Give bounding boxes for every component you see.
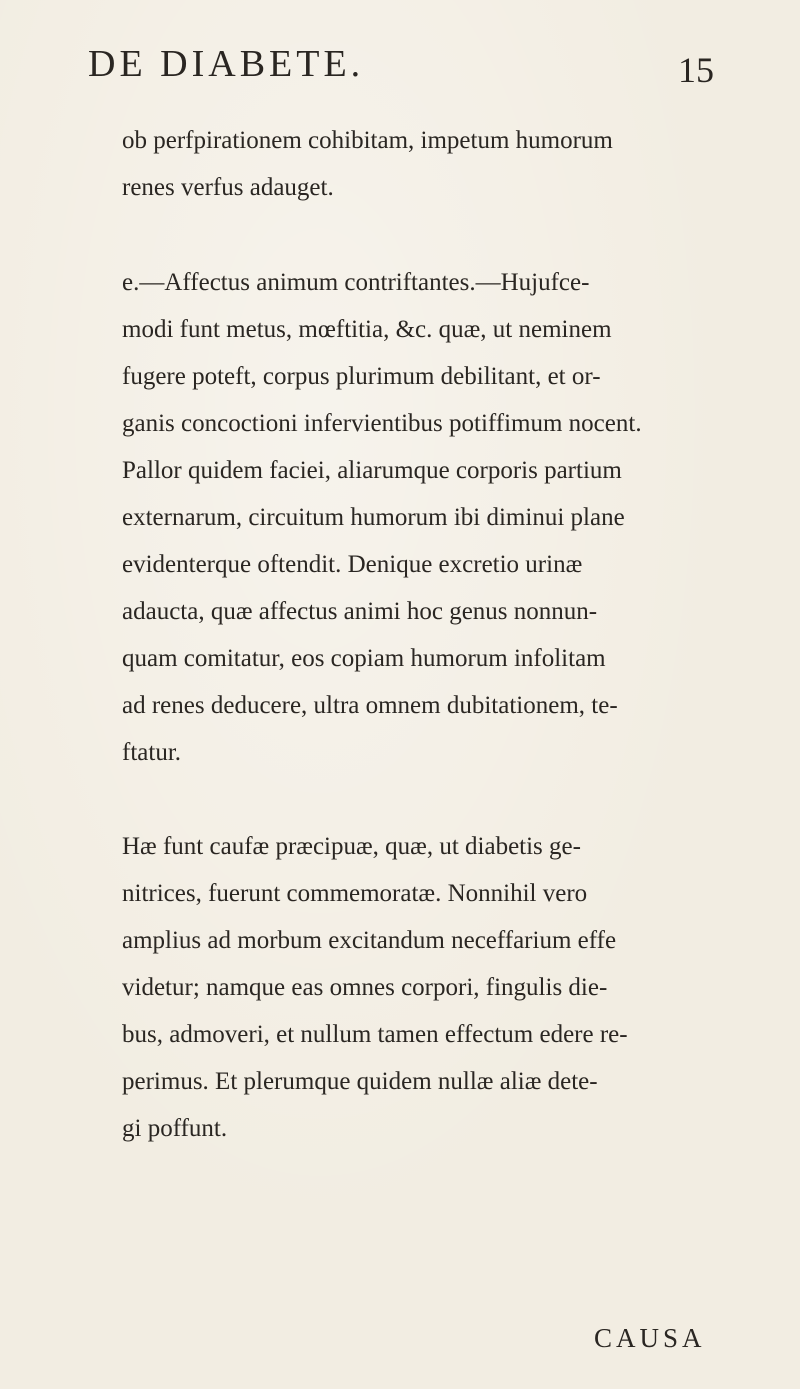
running-head <box>0 38 800 88</box>
text-line: adaucta, quæ affectus animi hoc genus nonnun- <box>122 598 598 625</box>
text-line: e.—Affectus animum contriftantes.—Hujufce- <box>122 269 590 296</box>
text-line: videtur; namque eas omnes corpori, fingulis die- <box>122 974 608 1001</box>
running-title: DE DIABETE. <box>88 43 365 85</box>
text-line: quam comitatur, eos copiam humorum infolitam <box>122 645 606 672</box>
catchword: CAUSA <box>594 1323 706 1353</box>
text-line: Pallor quidem faciei, aliarumque corporis partium <box>122 457 622 484</box>
text-line: Hæ funt caufæ præcipuæ, quæ, ut diabetis ge- <box>122 833 581 860</box>
text-line: externarum, circuitum humorum ibi diminui plane <box>122 504 625 531</box>
text-line: ad renes deducere, ultra omnem dubitationem, te- <box>122 692 618 719</box>
text-line: ganis concoctioni infervientibus potiffimum nocent. <box>122 410 642 437</box>
text-line: nitrices, fuerunt commemoratæ. Nonnihil vero <box>122 880 588 907</box>
text-line: evidenterque oftendit. Denique excretio urinæ <box>122 551 583 578</box>
text-line: ob perfpirationem cohibitam, impetum humorum <box>122 127 613 154</box>
text-line: renes verfus adauget. <box>122 174 334 201</box>
text-line: bus, admoveri, et nullum tamen effectum edere re- <box>122 1021 628 1048</box>
text-line: perimus. Et plerumque quidem nullæ aliæ dete- <box>122 1068 598 1095</box>
text-line: gi poffunt. <box>122 1115 228 1142</box>
text-line: modi funt metus, mœftitia, &c. quæ, ut neminem <box>122 316 612 343</box>
text-line: ftatur. <box>122 739 182 766</box>
text-line: fugere poteft, corpus plurimum debilitant, et or- <box>122 363 601 390</box>
page-number: 15 <box>678 50 714 90</box>
text-line: amplius ad morbum excitandum neceffarium effe <box>122 927 617 954</box>
